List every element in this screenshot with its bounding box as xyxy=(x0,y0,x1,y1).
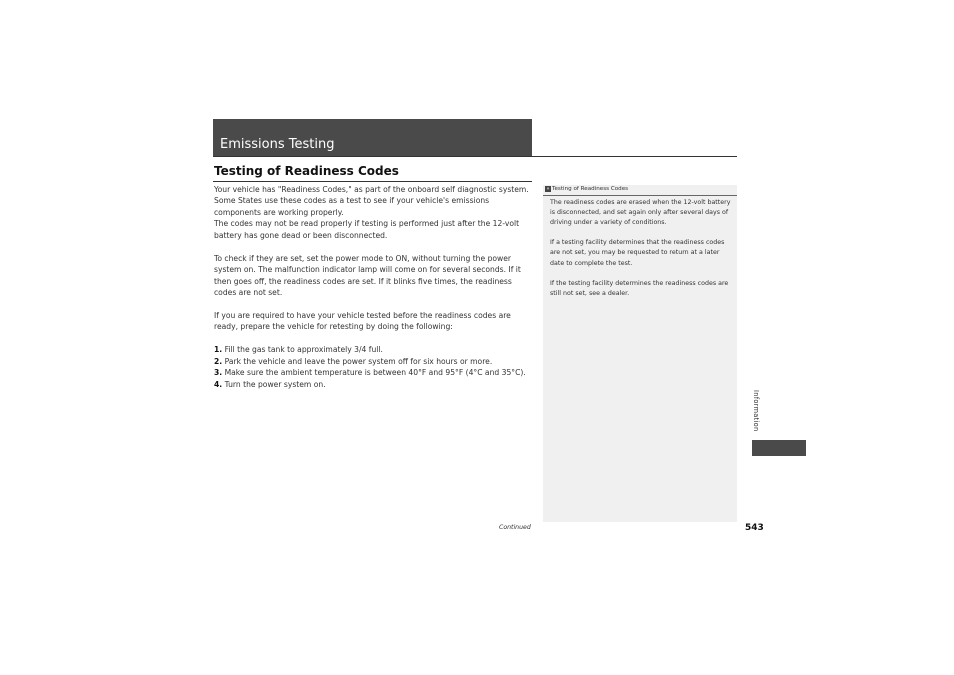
body-paragraph: The codes may not be read properly if testing is performed just after the 12-volt battery has gone dead or been disconnected. xyxy=(214,219,520,240)
reference-icon: » xyxy=(546,186,550,192)
continued-label: Continued xyxy=(499,524,531,531)
step-number: 2. xyxy=(214,356,223,366)
section-header xyxy=(213,119,532,156)
step-item xyxy=(214,379,532,390)
side-tab-label: Information xyxy=(752,390,760,432)
step-item xyxy=(214,344,532,355)
sidebar-divider xyxy=(543,195,737,196)
side-tab-marker xyxy=(752,440,806,456)
step-number: 1. xyxy=(214,345,223,355)
step-number: 3. xyxy=(214,368,223,378)
sidebar-body xyxy=(550,198,732,299)
subheading: Testing of Readiness Codes xyxy=(214,164,399,178)
section-title: Emissions Testing xyxy=(220,137,335,152)
step-text: Fill the gas tank to approximately 3/4 full. xyxy=(224,345,383,355)
sidebar-paragraph: If a testing facility determines that the readiness codes are not set, you may be requested to return at a later date to complete the test. xyxy=(550,239,725,267)
main-body xyxy=(214,184,532,390)
subheading-divider xyxy=(213,181,532,182)
body-paragraph: If you are required to have your vehicle tested before the readiness codes are ready, prepare the vehicle for retesting by doing the following: xyxy=(214,310,511,332)
sidebar-paragraph: The readiness codes are erased when the 12-volt battery is disconnected, and set again only after several days of driving under a variety of conditions. xyxy=(550,199,731,227)
page-number: 543 xyxy=(745,523,764,533)
sidebar-heading xyxy=(545,186,628,192)
steps-list xyxy=(214,344,532,390)
header-divider xyxy=(213,156,737,157)
sidebar-paragraph: If the testing facility determines the readiness codes are still not set, see a dealer. xyxy=(550,279,729,297)
step-number: 4. xyxy=(214,379,223,389)
step-text: Park the vehicle and leave the power system off for six hours or more. xyxy=(224,356,493,366)
sidebar-note xyxy=(543,185,737,522)
step-item xyxy=(214,367,532,378)
body-paragraph: Your vehicle has "Readiness Codes," as part of the onboard self diagnostic system. Some States use these codes as a test to see if your vehicle's emissions components are working properly. xyxy=(214,185,529,217)
sidebar-heading-text: Testing of Readiness Codes xyxy=(552,186,629,192)
step-item xyxy=(214,356,532,367)
body-paragraph: To check if they are set, set the power mode to ON, without turning the power system on. The malfunction indicator lamp will come on for several seconds. If it then goes off, the readiness codes are set. If it blinks five times, the readiness codes are not set. xyxy=(214,253,521,298)
step-text: Turn the power system on. xyxy=(224,379,326,389)
step-text: Make sure the ambient temperature is between 40°F and 95°F (4°C and 35°C). xyxy=(224,368,526,378)
